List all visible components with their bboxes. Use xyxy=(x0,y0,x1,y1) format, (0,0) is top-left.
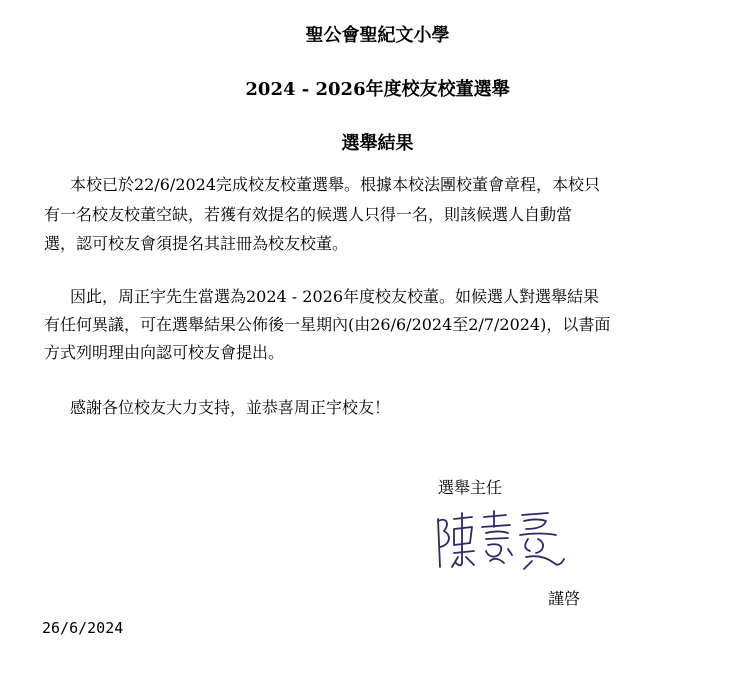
signatory-role: 選舉主任 xyxy=(438,478,503,497)
school-name: 聖公會聖紀文小學 xyxy=(305,25,450,46)
paragraph-1-line-3: 選，認可校友會須提名其註冊為校友校董。 xyxy=(44,234,349,253)
election-title: 2024 - 2026年度校友校董選舉 xyxy=(245,79,510,100)
paragraph-2-line-3: 方式列明理由向認可校友會提出。 xyxy=(44,343,285,362)
handwritten-signature xyxy=(428,505,568,575)
paragraph-2-line-1: 因此，周正宇先生當選為2024 - 2026年度校友校董。如候選人對選舉結果 xyxy=(70,287,600,306)
closing-salutation: 謹啓 xyxy=(548,589,581,608)
paragraph-2-line-2: 有任何異議，可在選舉結果公佈後一星期內(由26/6/2024至2/7/2024)，以書面 xyxy=(44,315,611,334)
results-title: 選舉結果 xyxy=(341,133,414,154)
paragraph-3: 感謝各位校友大力支持，並恭喜周正宇校友！ xyxy=(70,398,391,417)
paragraph-1-line-1: 本校已於22/6/2024完成校友校董選舉。根據本校法團校董會章程，本校只 xyxy=(70,175,601,194)
document-date: 26/6/2024 xyxy=(42,619,124,637)
paragraph-1-line-2: 有一名校友校董空缺，若獲有效提名的候選人只得一名，則該候選人自動當 xyxy=(44,205,573,224)
